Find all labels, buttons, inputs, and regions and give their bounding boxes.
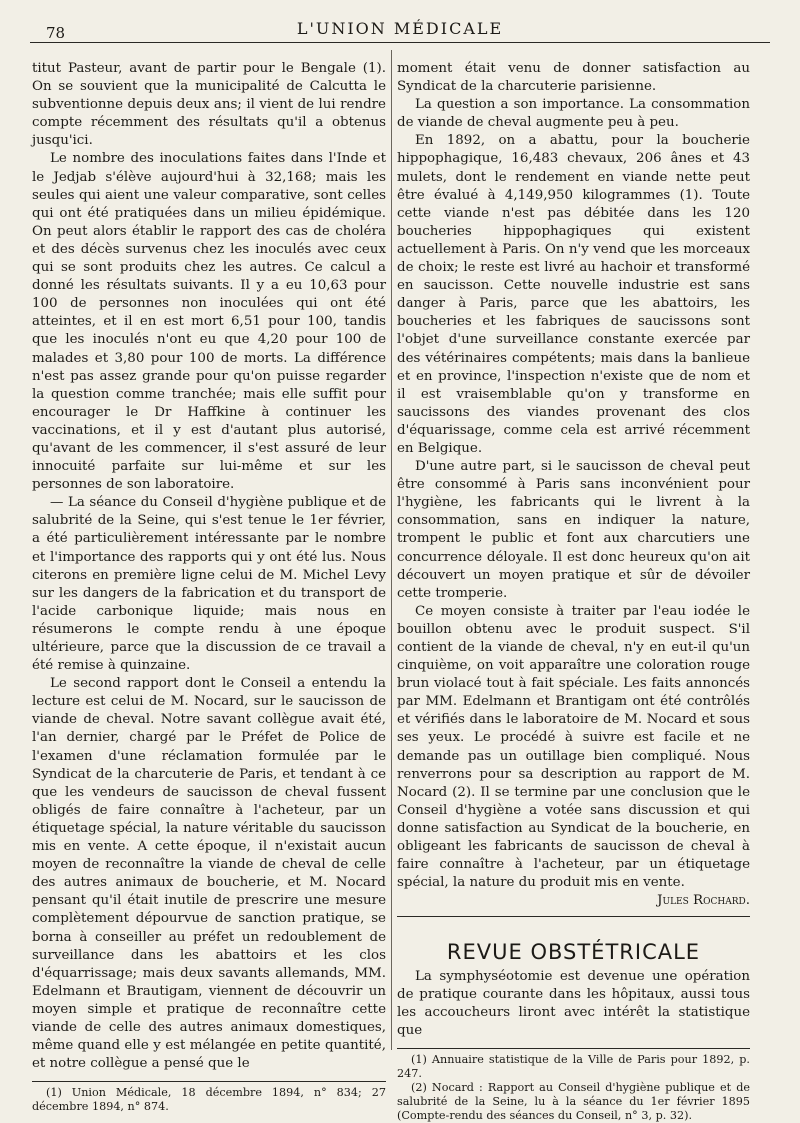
article-end-rule — [397, 916, 750, 917]
paragraph: Le nombre des inoculations faites dans l'Inde et le Jedjab s'élève aujourd'hui à 32,168; mais les seules qui aient une valeur comparative, sont celles qui ont été pratiquées dans un milieu épidémique. On peut alors établir le rapport des cas de choléra et des décès survenus chez les inoculés avec ceux qui se sont produits chez les autres. Ce calcul a donné les résultats suivants. Il y a eu 10,63 pour 100 de personnes non inoculées qui ont été atteintes, et il en est mort 6,51 pour 100, tandis que les inoculés n'ont eu que 4,20 pour 100 de malades et 3,80 pour 100 de morts. La différence n'est pas assez grande pour qu'on puisse regarder la question comme tranchée; mais elle suffit pour encourager le Dr Haffkine à continuer les vaccinations, et il y est d'autant plus autorisé, qu'avant de les commencer, il s'est assuré de leur innocuité parfaite sur lui-même et sur les personnes de son laboratoire. — [32, 151, 386, 493]
paragraph: Ce moyen consiste à traiter par l'eau iodée le bouillon obtenu avec le produit suspect. S'il contient de la viande de cheval, n'y en eut-il qu'un cinquième, on voit apparaître une coloration rouge brun violacé tout à fait spéciale. Les faits annoncés par MM. Edelmann et Brantigam ont été contrôlés et vérifiés dans le laboratoire de M. Nocard et sous ses yeux. Le procédé à suivre est facile et ne demande pas un outillage bien compliqué. Nous renverrons pour sa description au rapport de M. Nocard (2). Il se termine par une conclusion que le Conseil d'hygiène a votée sans discussion et qui donne satisfaction au Syndicat de la boucherie, en obligeant les fabricants de saucisson de cheval à faire connaître à l'acheteur, par un étiquetage spécial, la nature du produit mis en vente. — [397, 603, 750, 891]
page-header — [0, 14, 800, 44]
header-rule — [30, 42, 770, 43]
footnote: (2) Nocard : Rapport au Conseil d'hygiène publique et de salubrité de la Seine, lu à la séance du 1er février 1895 (Compte-rendu des séances du Conseil, n° 3, p. 32). — [397, 1080, 750, 1122]
right-column — [397, 60, 750, 1123]
paragraph: La question a son importance. La consommation de viande de cheval augmente peu à peu. — [397, 97, 750, 131]
footnote: (1) Annuaire statistique de la Ville de Paris pour 1892, p. 247. — [397, 1052, 750, 1080]
running-title: L'UNION MÉDICALE — [296, 19, 504, 38]
paragraph: En 1892, on a abattu, pour la boucherie hippophagique, 16,483 chevaux, 206 ânes et 43 mulets, dont le rendement en viande nette peut être évalué à 4,149,950 kilogrammes (1). Toute cette viande n'est pas débitée dans les 120 boucheries hippophagiques qui existent actuellement à Paris. On n'y vend que les morceaux de choix; le reste est livré au hachoir et transformé en saucisson. Cette nouvelle industrie est sans danger à Paris, parce que les abattoirs, les boucheries et les fabriques de saucissons sont l'objet d'une surveillance constante exercée par des vétérinaires compétents; mais dans la banlieue et en province, l'inspection n'existe que de nom et il est vraisemblable qu'on y transforme en saucissons des viandes provenant des clos d'équarissage, comme cela est arrivé récemment en Belgique. — [397, 133, 750, 456]
page-number: 78 — [46, 24, 66, 42]
left-column — [32, 60, 386, 1114]
column-divider — [391, 50, 392, 1050]
paragraph: — La séance du Conseil d'hygiène publique et de salubrité de la Seine, qui s'est tenue le 1er février, a été particulièrement intéressante par le nombre et l'importance des rapports qui y ont été lus. Nous citerons en première ligne celui de M. Michel Levy sur les dangers de la fabrication et du transport de l'acide carbonique liquide; mais nous en résumerons le compte rendu à une époque ultérieure, parce que la discussion de ce travail a été remise à quinzaine. — [32, 495, 386, 674]
paragraph: La symphyséotomie est devenue une opération de pratique courante dans les hôpitaux, aussi tous les accoucheurs liront avec intérêt la statistique que — [397, 968, 750, 1038]
paragraph: Le second rapport dont le Conseil a entendu la lecture est celui de M. Nocard, sur le saucisson de viande de cheval. Notre savant collègue avait été, l'an dernier, chargé par le Préfet de Police de l'examen d'une réclamation formulée par le Syndicat de la charcuterie de Paris, et tendant à ce que les vendeurs de saucisson de cheval fussent obligés de faire connaître à l'acheteur, par un étiquetage spécial, la nature véritable du saucisson mis en vente. A cette époque, il n'existait aucun moyen de reconnaître la viande de cheval de celle des autres animaux de boucherie, et M. Nocard pensant qu'il était inutile de prescrire une mesure complètement dépourvue de sanction pratique, se borna à conseiller au préfet un redoublement de surveillance dans les abattoirs et les clos d'équarrissage; mais deux savants allemands, MM. Edelmann et Brautigam, viennent de découvrir un moyen simple et pratique de reconnaître cette viande de celle des autres animaux domestiques, même quand elle y est mélangée en petite quantité, et notre collègue a pensé que le — [32, 676, 386, 1072]
footnote: (1) Union Médicale, 18 décembre 1894, n° 834; 27 décembre 1894, n° 874. — [32, 1086, 386, 1114]
paragraph: D'une autre part, si le saucisson de cheval peut être consommé à Paris sans inconvénient pour l'hygiène, les fabricants qui le livrent à la consommation, sans en indiquer la nature, trompent le public et font aux charcutiers une concurrence déloyale. Il est donc heureux qu'on ait découvert un moyen pratique et sûr de dévoiler cette tromperie. — [397, 459, 750, 601]
footnote-rule — [32, 1081, 386, 1082]
paragraph: titut Pasteur, avant de partir pour le Bengale (1). On se souvient que la municipalité de Calcutta le subventionne depuis deux ans; il vient de lui rendre compte récemment des résultats qu'il a obtenus jusqu'ici. — [32, 61, 386, 149]
footnote-rule — [397, 1048, 750, 1049]
paragraph: moment était venu de donner satisfaction au Syndicat de la charcuterie parisienne. — [397, 61, 750, 95]
section-title: REVUE OBSTÉTRICALE — [446, 940, 701, 965]
author-signature: Jules Rochard. — [657, 893, 750, 909]
